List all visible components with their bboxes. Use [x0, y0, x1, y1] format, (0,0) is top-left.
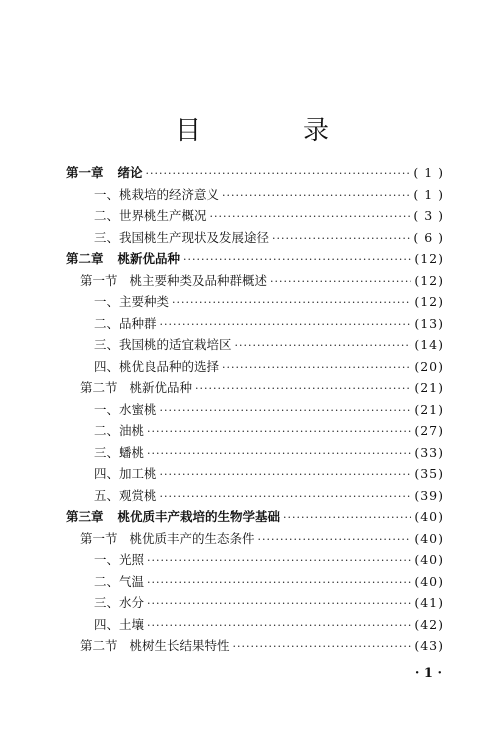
- toc-page-number: (39): [414, 487, 444, 503]
- toc-page-number: (21): [414, 401, 444, 417]
- section-number: 第二节: [80, 638, 118, 653]
- chapter-number: 第一章: [66, 165, 104, 180]
- toc-item: [94, 421, 444, 441]
- toc-label: [66, 249, 180, 267]
- toc-page-number: (13): [414, 315, 444, 331]
- toc-label: 一、水蜜桃: [94, 401, 157, 417]
- chapter-title: 桃新优品种: [117, 251, 181, 266]
- toc-item: [94, 335, 444, 355]
- toc-item: [94, 228, 444, 248]
- toc-label: 一、主要种类: [94, 294, 170, 309]
- toc-page-number: (40): [414, 530, 444, 546]
- dot-leader: [147, 597, 411, 610]
- toc-chapter: [66, 163, 444, 183]
- toc-chapter: [66, 507, 444, 527]
- section-title: 桃树生长结果特性: [129, 638, 230, 653]
- dot-leader: [160, 490, 412, 503]
- dot-leader: [235, 339, 412, 352]
- toc-item: [94, 550, 444, 570]
- section-title: 桃优质丰产的生态条件: [129, 530, 255, 546]
- section-title: 桃主要种类及品种群概述: [129, 272, 268, 288]
- toc-section: [80, 378, 444, 398]
- toc-label: [80, 378, 192, 396]
- toc-label: 二、油桃: [94, 423, 145, 438]
- dot-leader: [146, 167, 411, 180]
- toc-label: [80, 529, 255, 547]
- chapter-title: 绪论: [117, 165, 143, 180]
- dot-leader: [147, 447, 411, 460]
- dot-leader: [160, 404, 412, 417]
- toc-section: [80, 529, 444, 549]
- toc-label: 二、气温: [94, 573, 145, 589]
- dot-leader: [210, 210, 411, 223]
- toc-label: 四、加工桃: [94, 466, 157, 481]
- dot-leader: [272, 232, 410, 245]
- toc-label: 四、土壤: [94, 616, 145, 632]
- toc-item: [94, 615, 444, 635]
- toc-page-number: (27): [414, 423, 444, 438]
- toc-page-number: (42): [414, 616, 444, 632]
- toc-label: 三、我国桃生产现状及发展途径: [94, 229, 270, 245]
- toc-chapter: [66, 249, 444, 269]
- toc-page-number: (40): [414, 573, 444, 589]
- toc-label: [80, 271, 267, 289]
- dot-leader: [160, 318, 412, 331]
- toc-page-number: (12): [414, 251, 444, 266]
- dot-leader: [222, 189, 410, 202]
- toc-label: 三、我国桃的适宜栽培区: [94, 337, 232, 352]
- dot-leader: [147, 619, 411, 632]
- toc-item: [94, 443, 444, 463]
- dot-leader: [147, 554, 411, 567]
- toc-label: 五、观赏桃: [94, 487, 157, 503]
- dot-leader: [147, 425, 411, 438]
- dot-leader: [222, 361, 411, 374]
- toc-item: [94, 206, 444, 226]
- toc-page-number: ( 3 ): [413, 208, 444, 223]
- toc-page-number: ( 1 ): [413, 165, 444, 180]
- page-number: · 1 ·: [414, 666, 442, 681]
- toc-item: [94, 185, 444, 205]
- toc-label: 二、品种群: [94, 315, 157, 331]
- toc-item: [94, 486, 444, 506]
- dot-leader: [258, 533, 412, 546]
- dot-leader: [233, 640, 412, 653]
- toc-label: [80, 636, 230, 654]
- toc-page-number: (12): [414, 272, 444, 288]
- toc-label: 一、桃栽培的经济意义: [94, 186, 220, 202]
- toc-label: [66, 507, 280, 525]
- dot-leader: [283, 511, 411, 524]
- toc-item: [94, 400, 444, 420]
- chapter-number: 第二章: [66, 251, 104, 266]
- dot-leader: [172, 296, 411, 309]
- toc-label: [66, 163, 143, 181]
- toc-label: 三、水分: [94, 595, 145, 610]
- chapter-number: 第三章: [66, 509, 104, 524]
- section-title: 桃新优品种: [129, 380, 193, 395]
- section-number: 第一节: [80, 272, 118, 288]
- toc-item: [94, 464, 444, 484]
- toc-item: [94, 593, 444, 613]
- dot-leader: [183, 253, 411, 266]
- toc-page-number: (40): [414, 552, 444, 567]
- toc-page-number: (41): [414, 595, 444, 610]
- toc-section: [80, 271, 444, 291]
- section-number: 第二节: [80, 380, 118, 395]
- toc-page-number: (43): [414, 638, 444, 653]
- dot-leader: [270, 275, 411, 288]
- toc-page-number: (12): [414, 294, 444, 309]
- dot-leader: [147, 576, 411, 589]
- toc-page-number: (14): [414, 337, 444, 352]
- toc-page-number: ( 1 ): [413, 186, 444, 202]
- toc-page-number: (35): [414, 466, 444, 481]
- toc-item: [94, 292, 444, 312]
- toc-label: 三、蟠桃: [94, 444, 145, 460]
- toc-page-number: (20): [414, 358, 444, 374]
- dot-leader: [195, 382, 411, 395]
- toc-label: 一、光照: [94, 552, 145, 567]
- toc-item: [94, 357, 444, 377]
- toc-page-number: ( 6 ): [413, 229, 444, 245]
- dot-leader: [160, 468, 412, 481]
- toc-label: 二、世界桃生产概况: [94, 208, 207, 223]
- chapter-title: 桃优质丰产栽培的生物学基础: [117, 509, 281, 524]
- toc-page-number: (40): [414, 509, 444, 524]
- toc-label: 四、桃优良品种的选择: [94, 358, 220, 374]
- toc-item: [94, 314, 444, 334]
- page-title: 目 录: [174, 116, 367, 146]
- toc-page-number: (33): [414, 444, 444, 460]
- toc-page-number: (21): [414, 380, 444, 395]
- toc-item: [94, 572, 444, 592]
- toc-section: [80, 636, 444, 656]
- section-number: 第一节: [80, 530, 118, 546]
